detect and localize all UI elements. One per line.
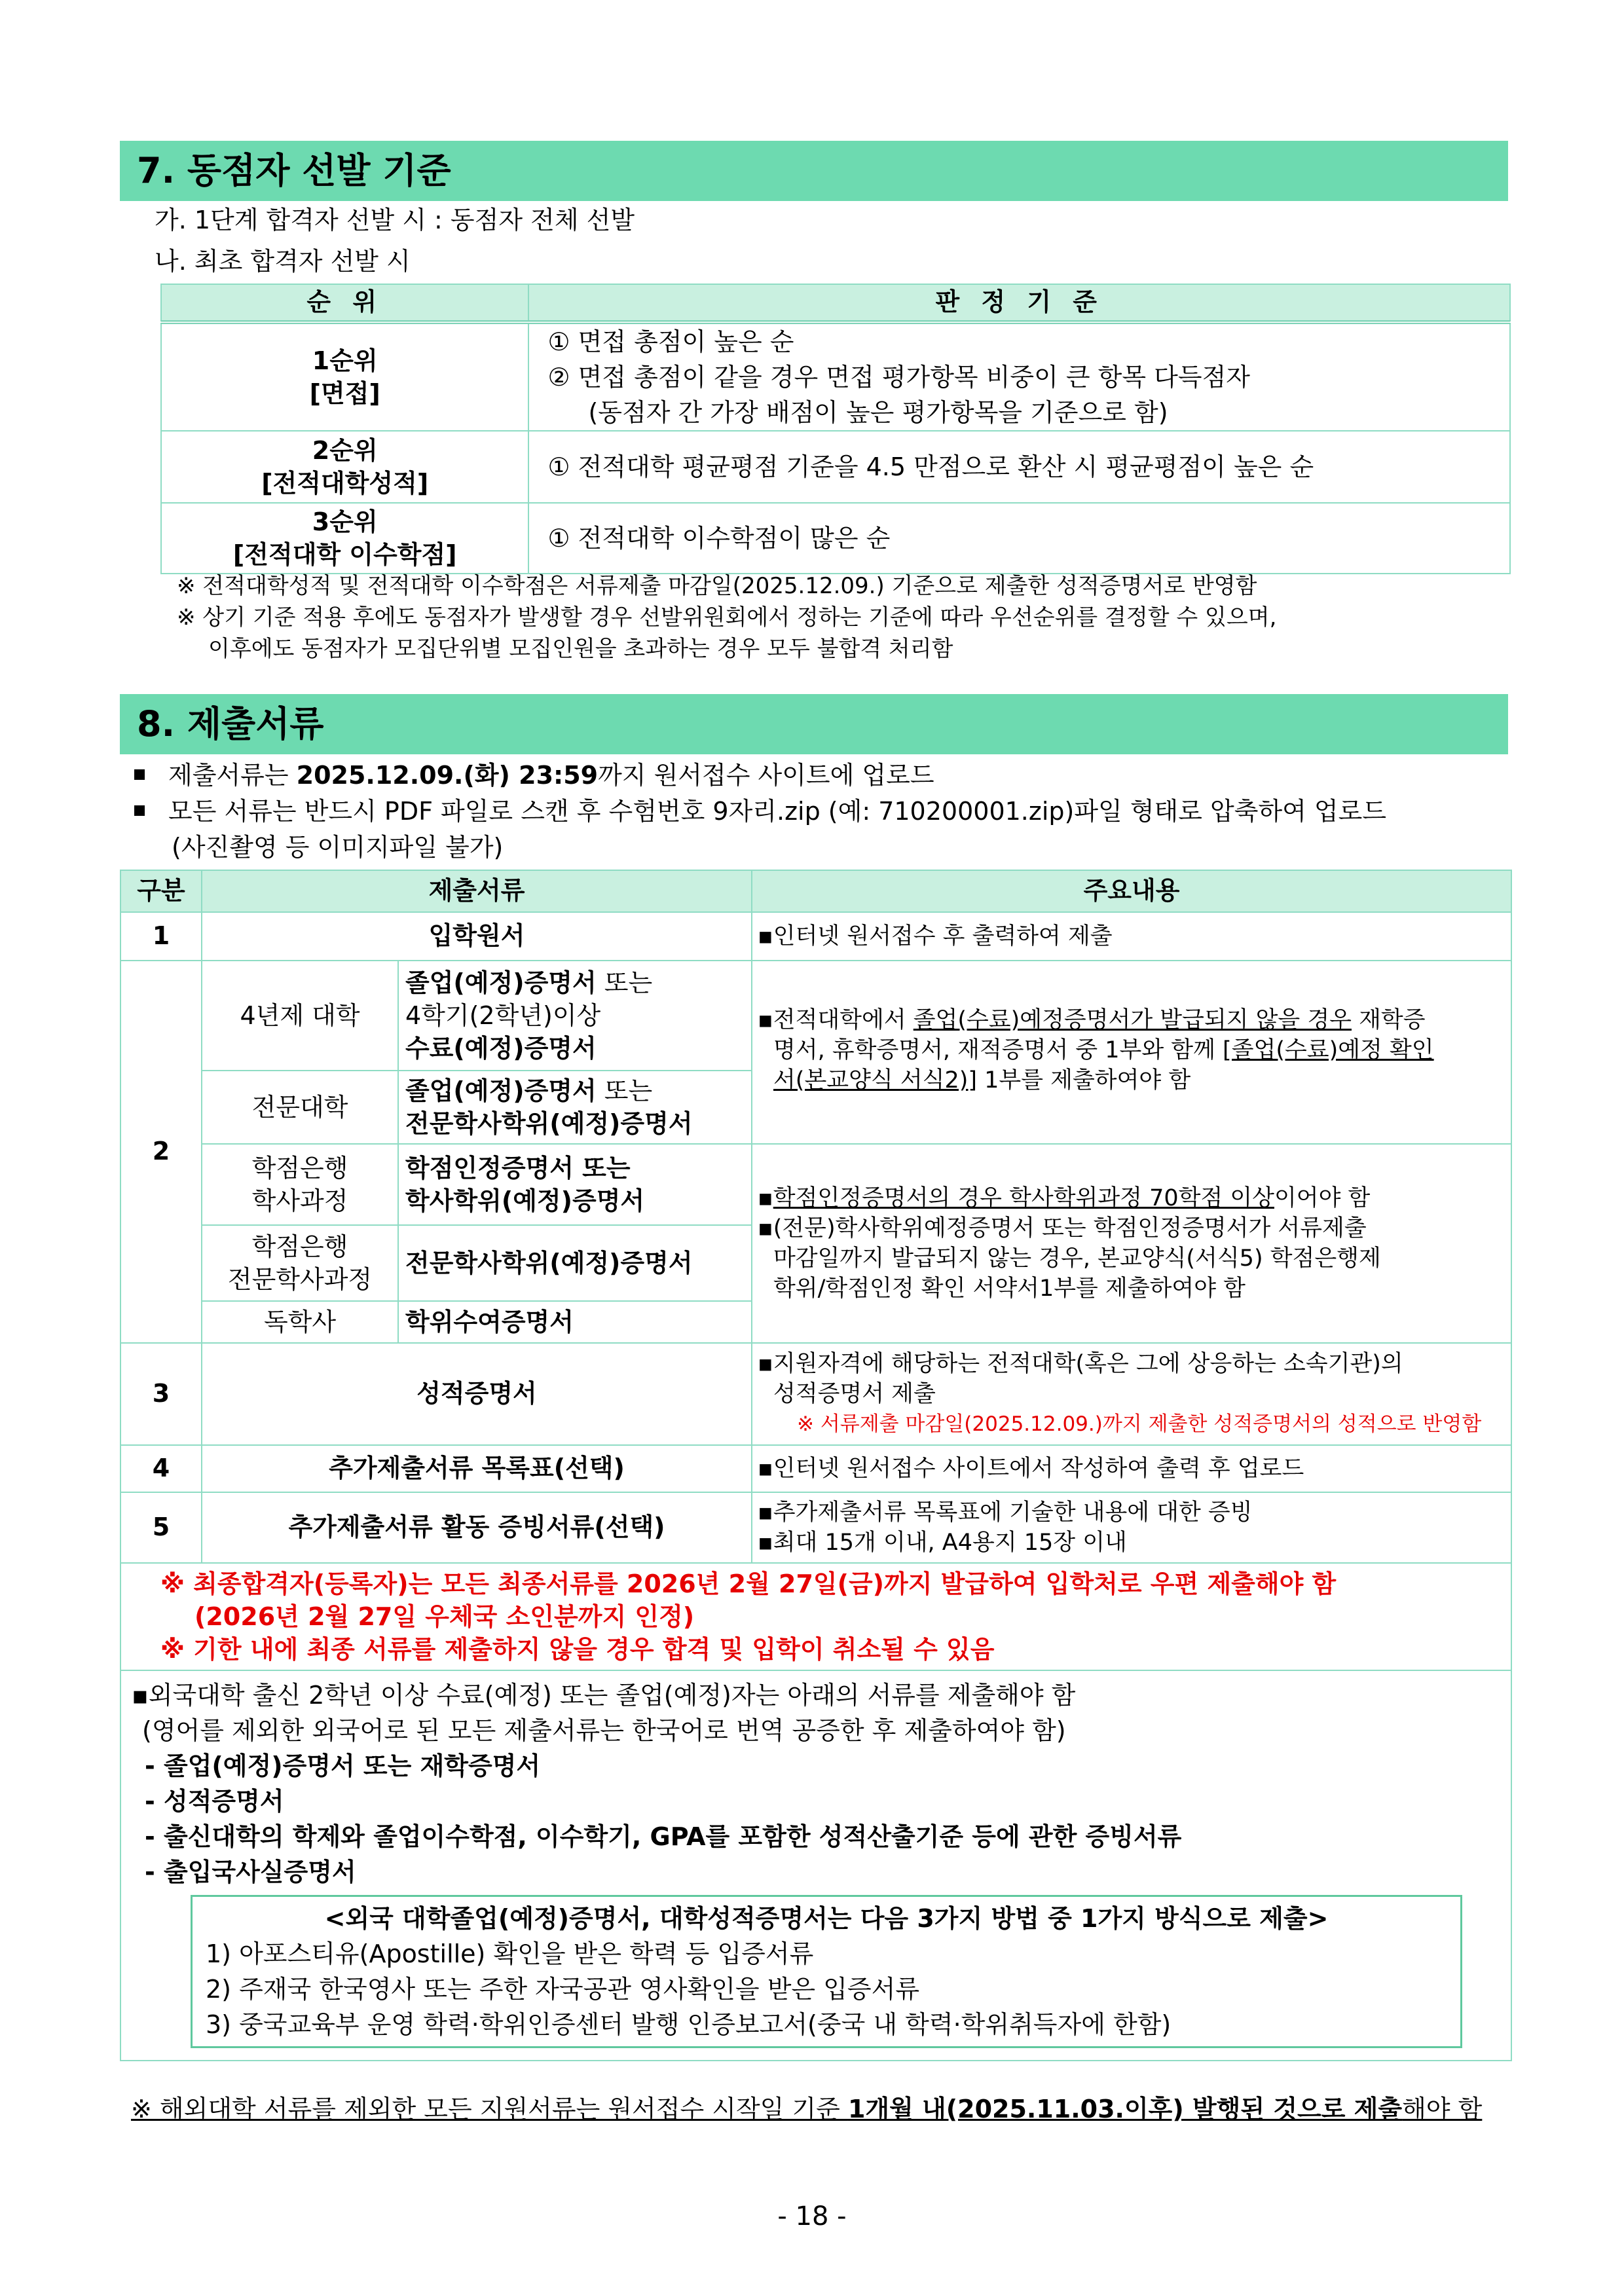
school-type: 학점은행 전문학사과정 <box>202 1225 398 1301</box>
row-number: 4 <box>120 1445 202 1492</box>
sec7-line-na: 나. 최초 합격자 선발 시 <box>155 247 411 276</box>
rank-cell: 3순위 [전적대학 이수학점] <box>161 503 528 574</box>
doc-name: 졸업(예정)증명서 또는 4학기(2학년)이상 수료(예정)증명서 <box>398 961 752 1071</box>
sec7-note-2: ※ 상기 기준 적용 후에도 동점자가 발생할 경우 선발위원회에서 정하는 기준에 따라 우선순위를 결정할 수 있으며, <box>177 604 1277 631</box>
sec7-line-ga: 가. 1단계 합격자 선발 시 : 동점자 전체 선발 <box>155 206 635 234</box>
rank-cell: 2순위 [전적대학성적] <box>161 431 528 503</box>
doc-name: 학점인정증명서 또는 학사학위(예정)증명서 <box>398 1144 752 1225</box>
school-type: 독학사 <box>202 1301 398 1343</box>
tiebreak-table <box>160 284 1511 574</box>
gubun-header: 구분 <box>120 870 202 912</box>
bullet-upload-deadline: 제출서류는 2025.12.09.(화) 23:59까지 원서접수 사이트에 업로드 <box>134 758 934 794</box>
bullet-pdf-rule: 모든 서류는 반드시 PDF 파일로 스캔 후 수험번호 9자리.zip (예: 710200001.zip)파일 형태로 압축하여 업로드 <box>134 794 1386 830</box>
criteria-cell: ① 전적대학 평균평점 기준을 4.5 만점으로 환산 시 평균평점이 높은 순 <box>528 431 1510 503</box>
school-type: 학점은행 학사과정 <box>202 1144 398 1225</box>
doc-content: ▪인터넷 원서접수 후 출력하여 제출 <box>752 912 1511 961</box>
certification-methods-box: <외국 대학졸업(예정)증명서, 대학성적증명서는 다음 3가지 방법 중 1가지 방식으로 제출> 1) 아포스티유(Apostille) 확인을 받은 학력 등 입증서류 2) 주재국 한국영사 또는 주한 자국공관 영사확인을 받은 입증서류 3) 중국교육부 운영 학력·학위인증센터 발행 인증보고서(중국 내 학력·학위취득자에 한함) <box>191 1895 1462 2048</box>
doc-name: 성적증명서 <box>202 1343 752 1445</box>
doc-name: 추가제출서류 활동 증빙서류(선택) <box>202 1492 752 1563</box>
doc-content: ▪추가제출서류 목록표에 기술한 내용에 대한 증빙 ▪최대 15개 이내, A4용지 15장 이내 <box>752 1492 1511 1563</box>
foreign-university-section: ▪외국대학 출신 2학년 이상 수료(예정) 또는 졸업(예정)자는 아래의 서류를 제출해야 함 (영어를 제외한 외국어로 된 모든 제출서류는 한국어로 번역 공증한 후 제출하여야 함) - 졸업(예정)증명서 또는 재학증명서 - 성적증명서 - 출신대학의 학제와 졸업이수학점, 이수학기, GPA를 포함한 성적산출기준 등에 관한 증빙서류 - 출입국사실증명서 <외국 대학졸업(예정)증명서, 대학성적증명서는 다음 3가지 방법 중 1가지 방식으로 제출> 1) 아포스티유(Apostille) 확인을 받은 학력 등 입증서류 2) 주재국 한국영사 또는 주한 자국공관 영사확인을 받은 입증서류 3) 중국교육부 운영 학력·학위인증센터 발행 인증보고서(중국 내 학력·학위취득자에 한함) <box>120 1670 1511 2061</box>
doc-name: 입학원서 <box>202 912 752 961</box>
doc-content: ▪전적대학에서 졸업(수료)예정증명서가 발급되지 않을 경우 재학증 명서, 휴학증명서, 재적증명서 중 1부와 함께 [졸업(수료)예정 확인 서(본교양식 서식2)] 1부를 제출하여야 함 <box>752 961 1511 1144</box>
content-header: 주요내용 <box>752 870 1511 912</box>
doc-content: ▪인터넷 원서접수 사이트에서 작성하여 출력 후 업로드 <box>752 1445 1511 1492</box>
doc-name: 학위수여증명서 <box>398 1301 752 1343</box>
square-bullet-icon <box>134 805 145 816</box>
row-number: 3 <box>120 1343 202 1445</box>
issue-date-footnote: ※ 해외대학 서류를 제외한 모든 지원서류는 원서접수 시작일 기준 1개월 내(2025.11.03.이후) 발행된 것으로 제출해야 함 <box>131 2095 1483 2123</box>
school-type: 4년제 대학 <box>202 961 398 1071</box>
doc-name: 추가제출서류 목록표(선택) <box>202 1445 752 1492</box>
final-documents-warning: ※ 최종합격자(등록자)는 모든 최종서류를 2026년 2월 27일(금)까지 발급하여 입학처로 우편 제출해야 함 (2026년 2월 27일 우체국 소인분까지 인정) ※ 기한 내에 최종 서류를 제출하지 않을 경우 합격 및 입학이 취소될 수 있음 <box>120 1563 1511 1670</box>
criteria-header: 판 정 기 준 <box>528 284 1510 322</box>
square-bullet-icon <box>134 769 145 780</box>
page-number: - 18 - <box>777 2201 847 2231</box>
doc-content: ▪지원자격에 해당하는 전적대학(혹은 그에 상응하는 소속기관)의 성적증명서 제출 ※ 서류제출 마감일(2025.12.09.)까지 제출한 성적증명서의 성적으로 반영함 <box>752 1343 1511 1445</box>
documents-table <box>120 870 1512 2061</box>
criteria-cell: ① 면접 총점이 높은 순 ② 면접 총점이 같을 경우 면접 평가항목 비중이 큰 항목 다득점자 (동점자 간 가장 배점이 높은 평가항목을 기준으로 함) <box>528 322 1510 431</box>
school-type: 전문대학 <box>202 1071 398 1144</box>
doc-content: ▪학점인정증명서의 경우 학사학위과정 70학점 이상이어야 함 ▪(전문)학사학위예정증명서 또는 학점인정증명서가 서류제출 마감일까지 발급되지 않는 경우, 본교양식(서식5) 학점은행제 학위/학점인정 확인 서약서1부를 제출하여야 함 <box>752 1144 1511 1343</box>
doc-name: 전문학사학위(예정)증명서 <box>398 1225 752 1301</box>
row-number: 1 <box>120 912 202 961</box>
section-8-title: 8. 제출서류 <box>120 694 1508 754</box>
bullet-pdf-rule-cont: (사진촬영 등 이미지파일 불가) <box>172 833 504 862</box>
sec7-note-2-cont: 이후에도 동점자가 모집단위별 모집인원을 초과하는 경우 모두 불합격 처리함 <box>208 636 953 662</box>
criteria-cell: ① 전적대학 이수학점이 많은 순 <box>528 503 1510 574</box>
doc-name: 졸업(예정)증명서 또는 전문학사학위(예정)증명서 <box>398 1071 752 1144</box>
section-7-title: 7. 동점자 선발 기준 <box>120 141 1508 201</box>
row-number: 2 <box>120 961 202 1343</box>
row-number: 5 <box>120 1492 202 1563</box>
docs-header: 제출서류 <box>202 870 752 912</box>
sec7-note-1: ※ 전적대학성적 및 전적대학 이수학점은 서류제출 마감일(2025.12.09.) 기준으로 제출한 성적증명서로 반영함 <box>177 573 1257 599</box>
rank-header: 순 위 <box>161 284 528 322</box>
rank-cell: 1순위 [면접] <box>161 322 528 431</box>
